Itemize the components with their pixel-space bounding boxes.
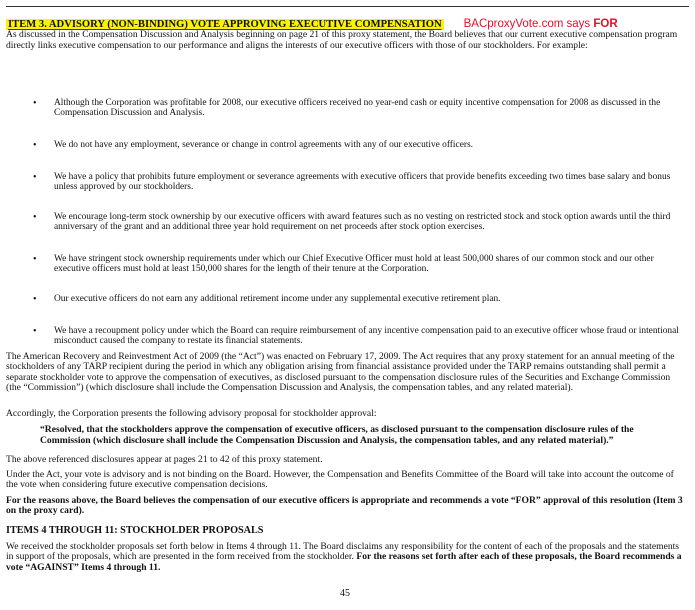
item-3-heading: ITEM 3. ADVISORY (NON-BINDING) VOTE APPROVING EXECUTIVE COMPENSATION: [8, 19, 442, 30]
arra-paragraph: The American Recovery and Reinvestment Act of 2009 (the “Act”) was enacted on February 17, 2009. The Act requires that any proxy statement for an annual meeting of the stockholders of any TARP recipient during the period in which any obligation arising from financial assistance provided under the TARP remains outstanding shall permit a separate stockholder vote to approve the compensation of executives, as disclosed pursuant to the compensation disclosure rules of the Securities and Exchange Commission (the “Commission”) (which disclosure shall include the Compensation Discussion and Analysis, the compensation tables, and any related material).: [6, 351, 675, 394]
annotation-vote: FOR: [593, 18, 618, 30]
items-4-11-recommendation: For the reasons set forth after each of these proposals, the Board recommends a vote “AGAINST” Items 4 through 11.: [6, 551, 682, 573]
bullet-dot: •: [33, 98, 37, 109]
items-4-11-paragraph: [6, 542, 686, 573]
disclosures-paragraph: The above referenced disclosures appear at pages 21 to 42 of this proxy statement.: [6, 454, 323, 465]
page-number: 45: [340, 588, 350, 599]
bullet-text: We have a policy that prohibits future employment or severance agreements with executive officers that provide benefits exceeding two times base salary and bonus unless approved by our stockholders.: [54, 172, 671, 193]
bullet-text: Our executive officers do not earn any additional retirement income under any supplemental executive retirement plan.: [54, 294, 501, 304]
annotation-site: BACproxyVote.com: [463, 18, 564, 30]
item-3-heading-row: [6, 14, 686, 28]
under-act-paragraph: Under the Act, your vote is advisory and is not binding on the Board. However, the Compensation and Benefits Committee of the Board will take into account the outcome of the vote when considering future executive compensation decisions.: [6, 469, 674, 491]
bullet-dot: •: [33, 254, 37, 265]
bullet-dot: •: [33, 140, 37, 151]
bullet-dot: •: [33, 294, 37, 305]
accordingly-paragraph: Accordingly, the Corporation presents the following advisory proposal for stockholder approval:: [6, 408, 377, 419]
bullet-text: We have a recoupment policy under which the Board can require reimbursement of any incentive compensation paid to an executive officer whose fraud or intentional misconduct caused the company to restate its financial statements.: [54, 326, 679, 347]
resolution-quote: “Resolved, that the stockholders approve the compensation of executive officers, as disclosed pursuant to the compensation disclosure rules of the Commission (which disclosure shall include the Compensation Discussion and Analysis, the compensation tables, and any related material).”: [40, 424, 634, 446]
bullet-dot: •: [33, 326, 37, 337]
intro-paragraph: As discussed in the Compensation Discussion and Analysis beginning on page 21 of this proxy statement, the Board believes that our current executive compensation program directly links executive compensation to our performance and aligns the interests of our executive officers with those of our stockholders. For example:: [6, 29, 678, 51]
top-rule: [6, 6, 689, 7]
board-recommendation: For the reasons above, the Board believes the compensation of our executive officers is appropriate and recommends a vote “FOR” approval of this resolution (Item 3 on the proxy card).: [6, 495, 683, 517]
items-4-11-text: We received the stockholder proposals set forth below in Items 4 through 11. The Board disclaims any responsibility for the content of each of the proposals and the statements in support of the proposals, which are presented in the form received from the stockholder.: [6, 541, 680, 563]
bullet-text: We encourage long-term stock ownership by our executive officers with award features such as no vesting on restricted stock and stock option awards until the third anniversary of the grant and an additional three year hold requirement on net proceeds after stock option exercises.: [54, 212, 671, 233]
annotation-says: says: [566, 18, 591, 30]
bullet-text: We do not have any employment, severance or change in control agreements with any of our executive officers.: [54, 140, 473, 150]
bullet-dot: •: [33, 212, 37, 223]
bullet-text: Although the Corporation was profitable for 2008, our executive officers received no year-end cash or equity incentive compensation for 2008 as discussed in the Compensation Discussion and Analysis.: [54, 98, 661, 119]
bullet-text: We have stringent stock ownership requirements under which our Chief Executive Officer must hold at least 500,000 shares of our common stock and our other executive officers must hold at least 150,000 shares for the length of their tenure at the Corporation.: [54, 254, 654, 275]
items-4-11-heading: ITEMS 4 THROUGH 11: STOCKHOLDER PROPOSALS: [6, 525, 264, 536]
bullet-dot: •: [33, 172, 37, 183]
